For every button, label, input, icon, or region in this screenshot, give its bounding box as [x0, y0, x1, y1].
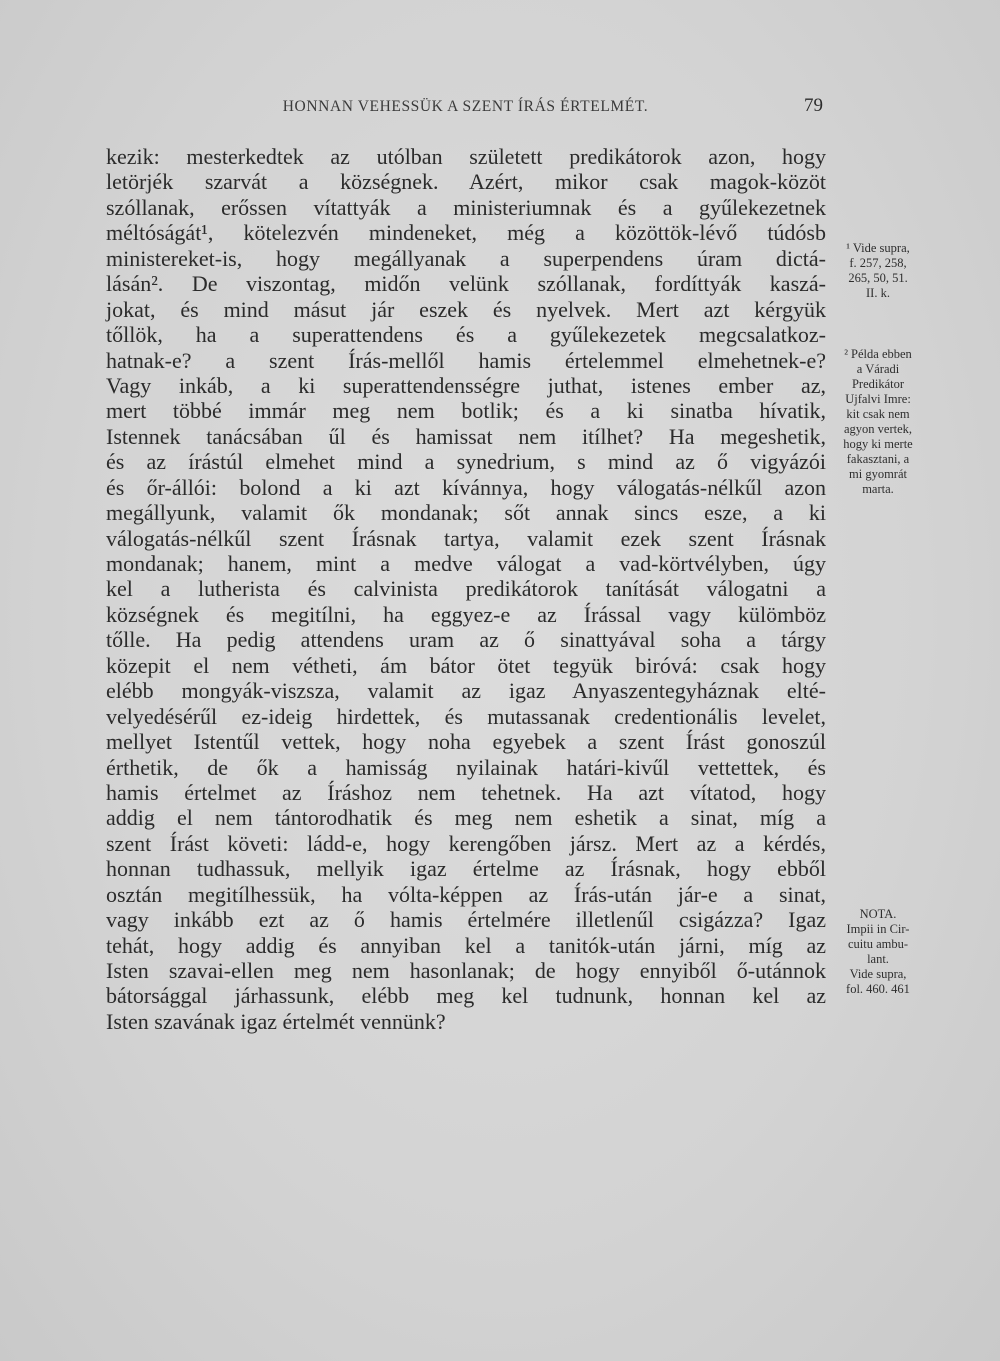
margin-note-2	[828, 347, 928, 497]
text-line: ministereket-is, hogy megállyanak a superpendens úram dictá-	[106, 245, 826, 271]
text-line: addig el nem tántorodhatik és meg nem eshetik a sinat, míg a	[106, 805, 826, 831]
note-line: lant.	[867, 952, 889, 966]
text-line: tőllök, ha a superattendens és a gyűlekezetek megcsalatkoz-	[106, 322, 826, 348]
text-line: és az írástúl elmehet mind a synedrium, s mind az ő vigyázói	[106, 449, 826, 475]
note-line: Predikátor	[851, 377, 905, 391]
note-line: a Váradi	[856, 362, 900, 376]
text-line: honnan tudhassuk, mellyik igaz értelme az Írásnak, hogy ebből	[106, 856, 826, 882]
note-line: agyon vertek,	[843, 422, 913, 436]
text-line: velyedésérűl ez-ideig hirdettek, és mutassanak credentionális levelet,	[106, 703, 826, 729]
note-line: fakasztani, a	[846, 452, 910, 466]
text-line: osztán megitílhessük, ha vólta-képpen az Írás-után jár-e a sinat,	[106, 881, 826, 907]
text-line: elébb mongyák-viszsza, valamit az igaz Anyaszentegyháznak elté-	[106, 678, 826, 704]
text-line: megállyunk, valamit ők mondanak; sőt annak sincs esze, a ki	[106, 500, 826, 526]
note-line: II. k.	[866, 286, 890, 300]
note-line: Impii in Cir-	[846, 922, 910, 936]
text-line: válogatás-nélkűl szent Írásnak tartya, valamit ezek szent Írásnak	[106, 525, 826, 551]
text-line: mert többé immár meg nem botlik; és a ki sinatba hívatik,	[106, 398, 826, 424]
text-line: mellyet Istentűl vettek, hogy noha egyebek a szent Írást gonoszúl	[106, 729, 826, 755]
body-text	[106, 144, 826, 1034]
note-line: mi gyomrát	[849, 467, 907, 481]
text-line: bátorsággal járhassunk, elébb meg kel tudnunk, honnan kel az	[106, 983, 826, 1009]
text-line: Isten szavai-ellen meg nem hasonlanak; de hogy ennyiből ő-utánnok	[106, 958, 826, 983]
note-line: hogy ki merte	[843, 437, 913, 451]
text-line: hatnak-e? a szent Írás-mellől hamis értelemmel elmehetnek-e?	[106, 347, 826, 373]
note-line: 265, 50, 51.	[848, 271, 908, 285]
margin-note-1	[828, 241, 928, 301]
note-line: cuitu ambu-	[847, 937, 909, 951]
text-line: méltóságát¹, kötelezvén mindeneket, még a közöttök-lévő túdósb	[106, 220, 826, 246]
note-line: ¹ Vide supra,	[846, 241, 910, 255]
text-line: Isten szavának igaz értelmét vennünk?	[106, 1008, 446, 1034]
text-line: és őr-állói: bolond a ki azt kívánnya, hogy válogatás-nélkűl azon	[106, 474, 826, 500]
margin-note-3	[828, 907, 928, 997]
text-line: lásán². De viszontag, midőn velünk szóllanak, fordíttyák kaszá-	[106, 271, 826, 297]
note-line: Ujfalvi Imre:	[845, 392, 911, 406]
text-line: kel a lutherista és calvinista predikátorok tanítását válogatni a	[106, 576, 826, 602]
note-line: Vide supra,	[849, 967, 907, 981]
text-line: szóllanak, erőssen vítattyák a ministeriumnak és a gyűlekezetnek	[106, 194, 826, 220]
text-line: jokat, és mind másut jár eszek és nyelvek. Mert azt kérgyük	[106, 296, 826, 322]
text-line: szent Írást követi: ládd-e, hogy kerengőben jársz. Mert az a kérdés,	[106, 830, 826, 856]
note-line: f. 257, 258,	[849, 256, 907, 270]
note-line: kit csak nem	[846, 407, 910, 421]
note-line: marta.	[862, 482, 894, 496]
text-line: letörjék szarvát a községnek. Azért, mikor csak magok-közöt	[106, 169, 826, 195]
text-line: kezik: mesterkedtek az utólban született predikátorok azon, hogy	[106, 144, 826, 169]
text-line: érthetik, de ők a hamisság nyilainak határi-kivűl vettettek, és	[106, 754, 826, 780]
text-line: tőlle. Ha pedig attendens uram az ő sinattyával soha a tárgy	[106, 627, 826, 653]
running-title: HONNAN VEHESSÜK A SZENT ÍRÁS ÉRTELMÉT.	[282, 98, 649, 115]
note-line: ² Példa ebben	[844, 347, 912, 361]
text-line: vagy inkább ezt az ő hamis értelmére illetlenűl csigázza? Igaz	[106, 907, 826, 933]
text-line: hamis értelmet az Íráshoz nem tehetnek. Ha azt vítatod, hogy	[106, 779, 826, 805]
text-line: községnek és megitílni, ha eggyez-e az Írással vagy külömböz	[106, 601, 826, 627]
text-line: közepit el nem vétheti, ám bátor ötet tegyük biróvá: csak hogy	[106, 652, 826, 678]
note-line: NOTA.	[859, 907, 897, 921]
text-line: mondanak; hanem, mint a medve válogat a vad-körtvélyben, úgy	[106, 551, 826, 576]
text-line: tehát, hogy addig és annyiban kel a tanitók-után járni, míg az	[106, 932, 826, 958]
note-line: fol. 460. 461	[846, 982, 910, 996]
text-line: Istennek tanácsában űl és hamissat nem itílhet? Ha megeshetik,	[106, 423, 826, 449]
text-line: Vagy inkáb, a ki superattendensségre juthat, istenes ember az,	[106, 372, 826, 398]
running-head	[108, 95, 823, 128]
page-number: 79	[804, 95, 823, 116]
